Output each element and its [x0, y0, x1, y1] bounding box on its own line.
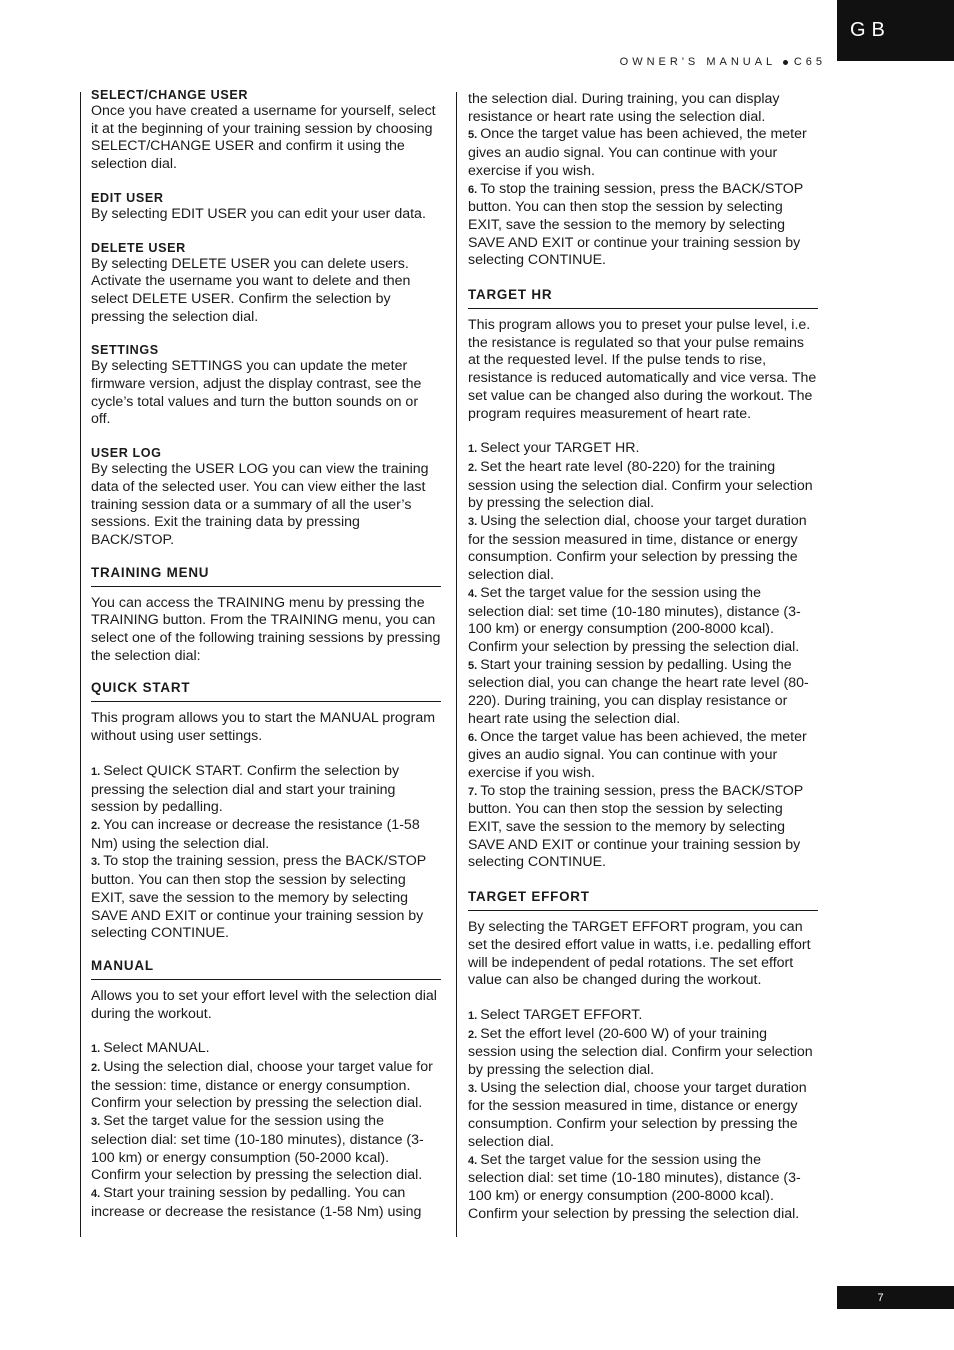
section-body: Allows you to set your effort level with the selection dial during the workout. — [91, 987, 437, 1022]
list-item: 3. Set the target value for the session using the selection dial: set time (10-180 minutes), distance (3-100 km) or energy consumption (50-2000 kcal). Confirm your selection by pressing the selection dial. — [91, 1113, 424, 1184]
list-item: 3. Using the selection dial, choose your target duration for the session measured in time, distance or energy consumption. Confirm your selection by pressing the selection dial. — [468, 513, 807, 584]
section-body: By selecting SETTINGS you can update the meter firmware version, adjust the display contrast, see the cycle’s total values and turn the button sounds on or off. — [91, 358, 422, 428]
list-item: 5. Start your training session by pedalling. Using the selection dial, you can change the heart rate level (80-220). During training, you can display resistance or heart rate using the selection dial. — [468, 656, 809, 727]
list-item: 4. Start your training session by pedalling. You can increase or decrease the resistance (1-58 Nm) using — [91, 1184, 422, 1220]
list-item: 1. Select your TARGET HR. — [468, 440, 640, 457]
list-item: 7. To stop the training session, press the BACK/STOP button. You can then stop the session by selecting EXIT, save the session to the memory by selecting SAVE AND EXIT or continue your training session by selecting CONTINUE. — [468, 782, 803, 871]
header-model: C65 — [793, 56, 826, 68]
section-body: the selection dial. During training, you can display resistance or heart rate using the selection dial. — [468, 91, 780, 125]
list-item: 2. You can increase or decrease the resistance (1-58 Nm) using the selection dial. — [91, 816, 420, 852]
section-heading: TARGET EFFORT — [468, 889, 818, 911]
list-item: 4. Set the target value for the session using the selection dial: set time (10-180 minutes), distance (3-100 km) or energy consumption (200-8000 kcal). Confirm your selection by pressing the selection dial. — [468, 584, 801, 655]
list-item: 2. Set the heart rate level (80-220) for the training session using the selection dial. Confirm your selection by pressing the selection dial. — [468, 458, 813, 512]
list-item: 6. Once the target value has been achieved, the meter gives an audio signal. You can continue with your exercise if you wish. — [468, 728, 807, 781]
section-heading: DELETE USER — [91, 240, 186, 255]
section-heading: MANUAL — [91, 958, 441, 980]
left-column — [91, 88, 441, 1221]
section-body: This program allows you to preset your pulse level, i.e. the resistance is regulated so that your pulse remains at the requested level. If the pulse tends to rise, resistance is reduced automatically and vice versa. The set value can be changed also during the workout. The program requires measurement of heart rate. — [468, 317, 817, 422]
section-heading: USER LOG — [91, 446, 162, 461]
list-item: 1. Select MANUAL. — [91, 1040, 210, 1057]
bullet-dot-icon — [783, 60, 788, 65]
section-heading: SELECT/CHANGE USER — [91, 88, 249, 102]
left-column-rule — [80, 92, 81, 1237]
page-number — [837, 1286, 954, 1309]
section-body: This program allows you to start the MANUAL program without using user settings. — [91, 710, 436, 745]
section-body: Once you have created a username for yourself, select it at the beginning of your training session by choosing SELECT/CHANGE USER and confirm it using the selection dial. — [91, 103, 436, 173]
language-tab — [837, 0, 954, 61]
list-item: 1. Select TARGET EFFORT. — [468, 1006, 643, 1023]
section-body: By selecting EDIT USER you can edit your user data. — [91, 205, 426, 222]
section-heading: TRAINING MENU — [91, 565, 441, 587]
list-item: 3. To stop the training session, press the BACK/STOP button. You can then stop the session by selecting EXIT, save the session to the memory by selecting SAVE AND EXIT or continue your training session by selecting CONTINUE. — [91, 853, 426, 942]
header-manual: OWNER'S MANUAL — [619, 56, 776, 68]
section-body: By selecting the TARGET EFFORT program, you can set the desired effort value in watts, i.e. pedalling effort will be independent of pedal rotations. The set effort value can also be changed during the workout. — [468, 919, 811, 989]
section-heading: EDIT USER — [91, 190, 164, 205]
list-item: 4. Set the target value for the session using the selection dial: set time (10-180 minutes), distance (3-100 km) or energy consumption (200-8000 kcal). Confirm your selection by pressing the selection dial. — [468, 1151, 801, 1222]
section-body: By selecting the USER LOG you can view the training data of the selected user. You can view either the last training session data or a summary of all the user’s sessions. Exit the training data by pressing BACK/STOP. — [91, 461, 429, 548]
list-item: 5. Once the target value has been achieved, the meter gives an audio signal. You can continue with your exercise if you wish. — [468, 126, 807, 179]
section-heading: SETTINGS — [91, 343, 159, 358]
right-column-rule — [456, 92, 457, 1237]
section-heading: QUICK START — [91, 680, 441, 702]
section-body: By selecting DELETE USER you can delete users. Activate the username you want to delete and then select DELETE USER. Confirm the selection by pressing the selection dial. — [91, 255, 411, 325]
section-heading: TARGET HR — [468, 287, 818, 309]
list-item: 2. Set the effort level (20-600 W) of your training session using the selection dial. Confirm your selection by pressing the selection dial. — [468, 1025, 813, 1079]
language-tab-label: GB — [850, 19, 891, 41]
list-item: 3. Using the selection dial, choose your target duration for the session measured in time, distance or energy consumption. Confirm your selection by pressing the selection dial. — [468, 1079, 807, 1150]
list-item: 6. To stop the training session, press the BACK/STOP button. You can then stop the session by selecting EXIT, save the session to the memory by selecting SAVE AND EXIT or continue your training session by selecting CONTINUE. — [468, 180, 803, 269]
right-column — [468, 91, 818, 1223]
list-item: 2. Using the selection dial, choose your target value for the session: time, distance or energy consumption. Confirm your selection by pressing the selection dial. — [91, 1059, 433, 1112]
list-item: 1. Select QUICK START. Confirm the selection by pressing the selection dial and start your training session by pedalling. — [91, 762, 400, 816]
running-header — [620, 56, 826, 68]
page-number-label: 7 — [877, 1291, 884, 1304]
section-body: You can access the TRAINING menu by pressing the TRAINING button. From the TRAINING menu, you can select one of the following training sessions by pressing the selection dial: — [91, 594, 441, 664]
